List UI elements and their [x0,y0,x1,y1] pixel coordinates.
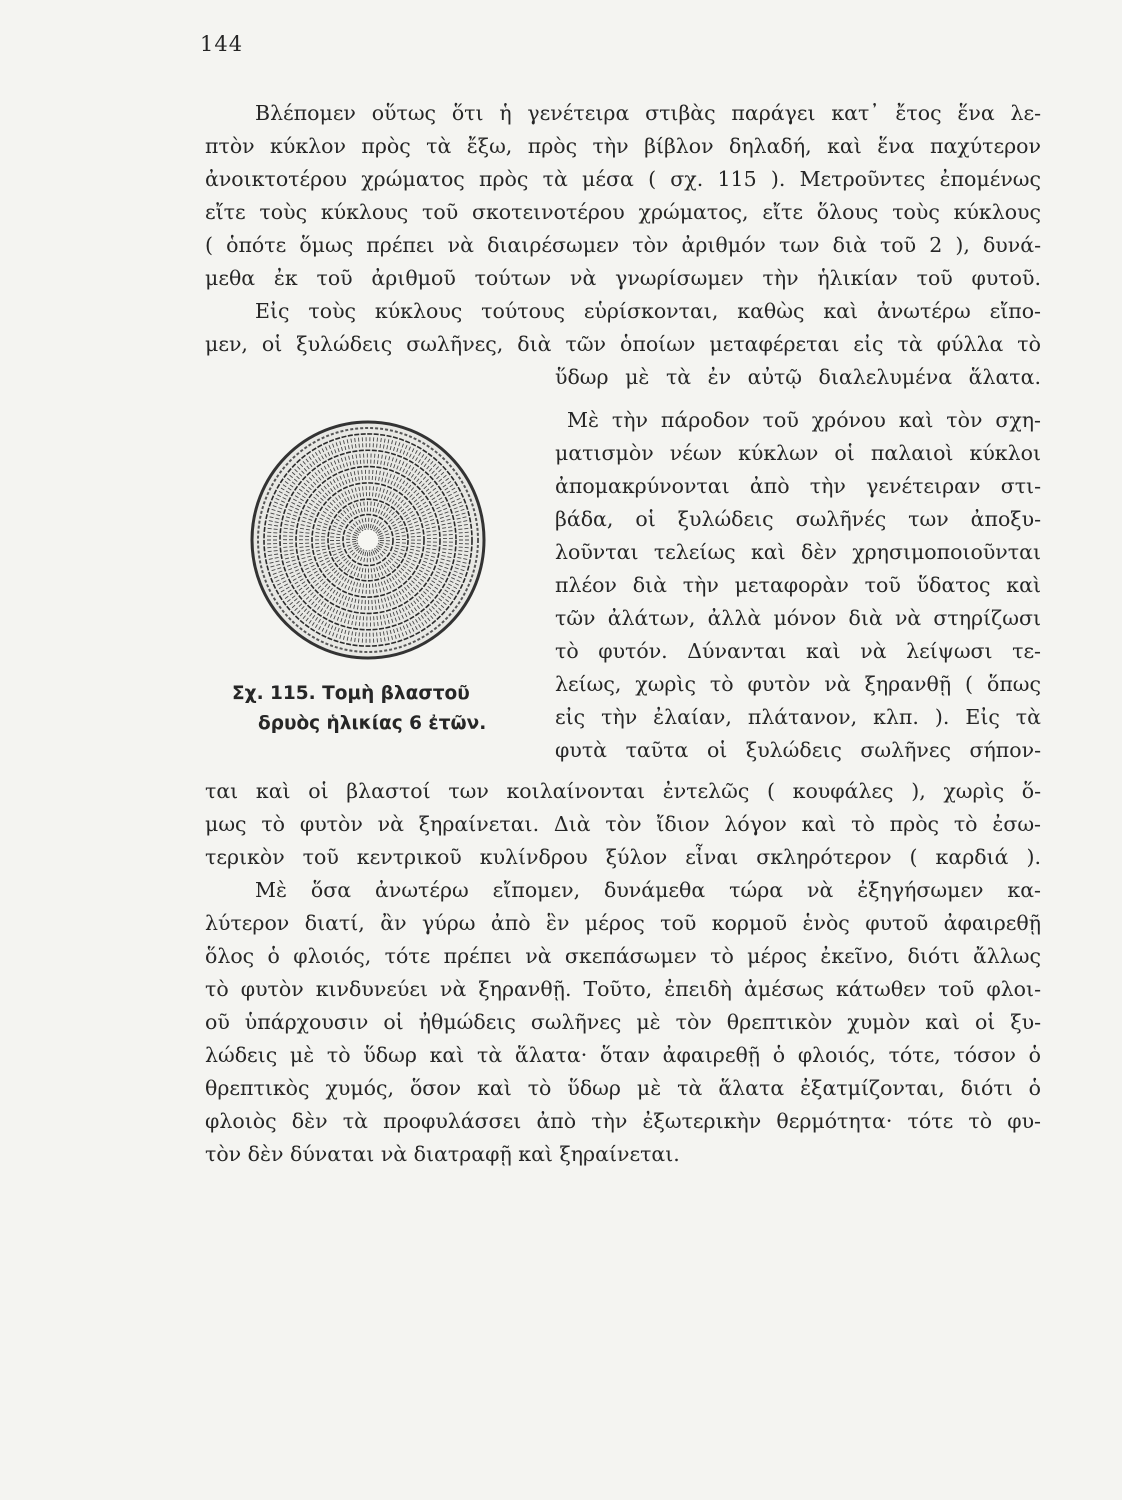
text-line: ἀνοικτοτέρου χρώματος πρὸς τὰ μέσα ( σχ. 115 ). Μετροῦντες ἐπομένως [205,167,1041,191]
text-line: τὸν δὲν δύναται νὰ διατραφῇ καὶ ξηραίνεται. [205,1142,680,1166]
text-line: φυτὰ ταῦτα οἱ ξυλώδεις σωλῆνες σήπον- [555,738,1041,762]
text-line: θρεπτικὸς χυμός, ὅσον καὶ τὸ ὕδωρ μὲ τὰ ἅλατα ἐξατμίζονται, διότι ὁ [205,1076,1041,1100]
text-line: πλέον διὰ τὴν μεταφορὰν τοῦ ὕδατος καὶ [555,573,1041,597]
tree-cross-section-icon [248,418,488,663]
text-line: μεν, οἱ ξυλώδεις σωλῆνες, διὰ τῶν ὁποίων μεταφέρεται εἰς τὰ φύλλα τὸ [205,332,1041,356]
text-line: βάδα, οἱ ξυλώδεις σωλῆνές των ἀποξυ- [555,507,1041,531]
text-line: λώδεις μὲ τὸ ὕδωρ καὶ τὰ ἅλατα· ὅταν ἀφαιρεθῇ ὁ φλοιός, τότε, τόσον ὁ [205,1043,1041,1067]
text-line: μως τὸ φυτὸν νὰ ξηραίνεται. Διὰ τὸν ἴδιον λόγον καὶ τὸ πρὸς τὸ ἐσω- [205,812,1041,836]
text-line: λύτερον διατί, ἂν γύρω ἀπὸ ἓν μέρος τοῦ κορμοῦ ἑνὸς φυτοῦ ἀφαιρεθῇ [205,911,1041,935]
text-line: τὸ φυτὸν κινδυνεύει νὰ ξηρανθῇ. Τοῦτο, ἐπειδὴ ἀμέσως κάτωθεν τοῦ φλοι- [205,977,1041,1001]
text-line: ται καὶ οἱ βλαστοί των κοιλαίνονται ἐντελῶς ( κουφάλες ), χωρὶς ὅ- [205,779,1041,803]
text-line: τῶν ἀλάτων, ἀλλὰ μόνον διὰ νὰ στηρίζωσι [555,606,1041,630]
figure-caption: Σχ. 115. Τομὴ βλαστοῦ [232,683,470,704]
text-line: Βλέπομεν οὕτως ὅτι ἡ γενέτειρα στιβὰς παράγει κατ᾽ ἔτος ἕνα λε- [255,101,1041,125]
text-line: ἀπομακρύνονται ἀπὸ τὴν γενέτειραν στι- [555,474,1041,498]
text-line: εἰς τὴν ἐλαίαν, πλάτανον, κλπ. ). Εἰς τὰ [555,705,1041,729]
text-line: Μὲ τὴν πάροδον τοῦ χρόνου καὶ τὸν σχη- [567,408,1041,432]
text-line: Μὲ ὅσα ἀνωτέρω εἴπομεν, δυνάμεθα τώρα νὰ ἐξηγήσωμεν κα- [255,878,1041,902]
figure-caption: δρυὸς ἡλικίας 6 ἐτῶν. [258,713,487,734]
text-line: τερικὸν τοῦ κεντρικοῦ κυλίνδρου ξύλον εἶναι σκληρότερον ( καρδιά ). [205,845,1041,869]
text-line: ( ὁπότε ὅμως πρέπει νὰ διαιρέσωμεν τὸν ἀριθμόν των διὰ τοῦ 2 ), δυνά- [205,233,1041,257]
text-line: οῦ ὑπάρχουσιν οἱ ἠθμώδεις σωλῆνες μὲ τὸν θρεπτικὸν χυμὸν καὶ οἱ ξυ- [205,1010,1041,1034]
tree-cross-section-figure [248,418,488,663]
page-number: 144 [200,32,244,56]
text-line: λοῦνται τελείως καὶ δὲν χρησιμοποιοῦνται [555,540,1041,564]
text-line: φλοιὸς δὲν τὰ προφυλάσσει ἀπὸ τὴν ἐξωτερικὴν θερμότητα· τότε τὸ φυ- [205,1109,1041,1133]
text-line: εἴτε τοὺς κύκλους τοῦ σκοτεινοτέρου χρώματος, εἴτε ὅλους τοὺς κύκλους [205,200,1041,224]
text-line: ὕδωρ μὲ τὰ ἐν αὐτῷ διαλελυμένα ἅλατα. [555,365,1041,389]
text-line: πτὸν κύκλον πρὸς τὰ ἔξω, πρὸς τὴν βίβλον δηλαδή, καὶ ἕνα παχύτερον [205,134,1041,158]
text-line: Εἰς τοὺς κύκλους τούτους εὑρίσκονται, καθὼς καὶ ἀνωτέρω εἴπο- [255,299,1041,323]
text-line: ὅλος ὁ φλοιός, τότε πρέπει νὰ σκεπάσωμεν τὸ μέρος ἐκεῖνο, διότι ἄλλως [205,944,1041,968]
text-line: μεθα ἐκ τοῦ ἀριθμοῦ τούτων νὰ γνωρίσωμεν τὴν ἡλικίαν τοῦ φυτοῦ. [205,266,1041,290]
text-line: λείως, χωρὶς τὸ φυτὸν νὰ ξηρανθῇ ( ὅπως [555,672,1041,696]
text-line: ματισμὸν νέων κύκλων οἱ παλαιοὶ κύκλοι [555,441,1041,465]
text-line: τὸ φυτόν. Δύνανται καὶ νὰ λείψωσι τε- [555,639,1041,663]
